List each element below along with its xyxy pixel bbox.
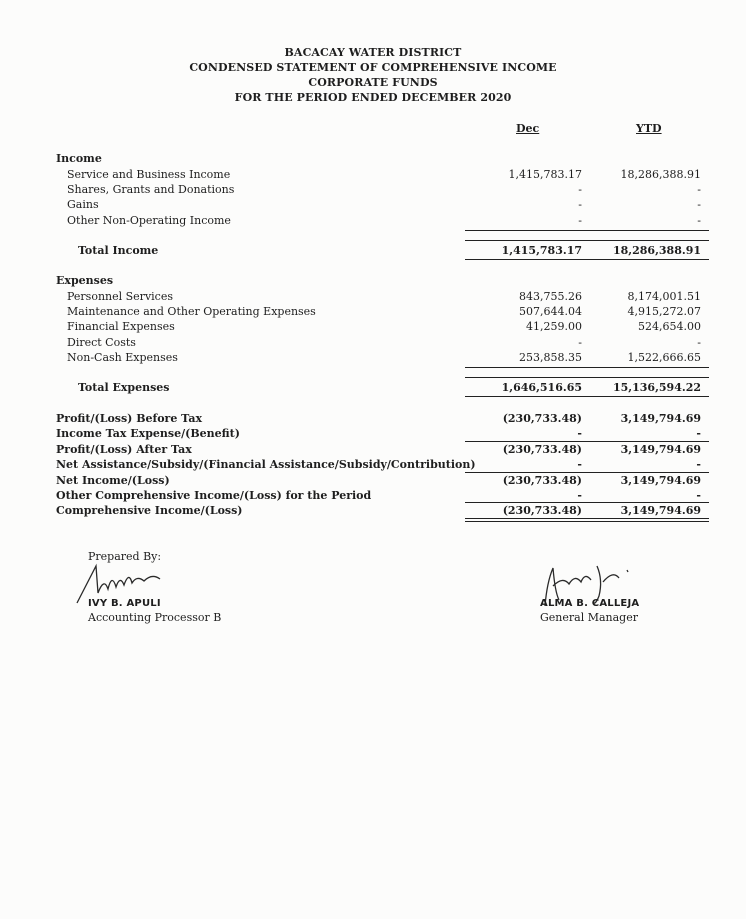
org-name: BACACAY WATER DISTRICT — [284, 46, 462, 59]
table-row — [0, 442, 746, 457]
dec-value: - — [577, 458, 582, 471]
dec-value: - — [578, 214, 582, 227]
row-label: Shares, Grants and Donations — [67, 183, 235, 196]
double-rule-top — [465, 518, 709, 519]
row-label: Maintenance and Other Operating Expenses — [67, 305, 316, 318]
dec-value: - — [577, 427, 582, 440]
column-header-ytd: YTD — [636, 122, 662, 135]
prepared-by-label: Prepared By: — [88, 550, 162, 563]
table-row — [0, 319, 746, 334]
expenses-heading: Expenses — [56, 274, 114, 287]
ytd-value: 8,174,001.51 — [627, 290, 701, 303]
total-expenses-ytd: 15,136,594.22 — [612, 381, 701, 394]
dec-value: - — [577, 489, 582, 502]
approver-name: ALMA B. CALLEJA — [540, 598, 640, 609]
table-row — [0, 335, 746, 350]
total-expenses-row — [0, 380, 746, 395]
table-row — [0, 503, 746, 518]
expenses-heading-row — [0, 273, 746, 288]
table-row — [0, 473, 746, 488]
fund-name: CORPORATE FUNDS — [308, 76, 438, 89]
row-label: Profit/(Loss) After Tax — [56, 443, 192, 456]
double-rule-bottom — [465, 521, 709, 522]
table-row — [0, 457, 746, 472]
ytd-value: - — [696, 458, 701, 471]
statement-title: CONDENSED STATEMENT OF COMPREHENSIVE INCOME — [189, 61, 557, 74]
dec-value: - — [578, 198, 582, 211]
table-row — [0, 426, 746, 441]
total-income-dec: 1,415,783.17 — [501, 244, 582, 257]
row-label: Net Income/(Loss) — [56, 474, 170, 487]
ytd-value: - — [696, 489, 701, 502]
total-expenses-dec: 1,646,516.65 — [501, 381, 582, 394]
total-income-label: Total Income — [78, 244, 159, 257]
dec-value: (230,733.48) — [502, 443, 582, 456]
ytd-value: 524,654.00 — [638, 320, 701, 333]
ytd-value: 4,915,272.07 — [627, 305, 701, 318]
ytd-value: - — [697, 183, 701, 196]
row-label: Gains — [67, 198, 99, 211]
ytd-value: - — [697, 214, 701, 227]
total-expenses-label: Total Expenses — [78, 381, 170, 394]
approver-name-block — [540, 597, 639, 625]
row-label: Profit/(Loss) Before Tax — [56, 412, 203, 425]
table-row — [0, 197, 746, 212]
dec-value: (230,733.48) — [502, 474, 582, 487]
ytd-value: 3,149,794.69 — [620, 474, 701, 487]
column-header-dec: Dec — [516, 122, 540, 135]
total-income-ytd: 18,286,388.91 — [612, 244, 701, 257]
approver-title: General Manager — [540, 611, 638, 624]
ytd-value: - — [697, 336, 701, 349]
income-heading: Income — [56, 152, 102, 165]
table-row — [0, 304, 746, 319]
dec-value: 1,415,783.17 — [508, 168, 582, 181]
dec-value: - — [578, 336, 582, 349]
dec-value: - — [578, 183, 582, 196]
row-label: Other Non-Operating Income — [67, 214, 231, 227]
row-label: Net Assistance/Subsidy/(Financial Assistance/Subsidy/Contribution) — [56, 458, 476, 471]
table-row — [0, 350, 746, 365]
subtotal-rule — [465, 230, 709, 231]
table-row — [0, 167, 746, 182]
preparer-name-block — [88, 597, 221, 625]
statement-header — [0, 45, 746, 105]
total-top-rule — [465, 377, 709, 378]
dec-value: 507,644.04 — [519, 305, 582, 318]
ytd-value: 1,522,666.65 — [627, 351, 701, 364]
table-row — [0, 213, 746, 228]
row-label: Service and Business Income — [67, 168, 231, 181]
ytd-value: - — [696, 427, 701, 440]
dec-value: (230,733.48) — [502, 504, 582, 517]
table-row — [0, 488, 746, 503]
table-row — [0, 411, 746, 426]
dec-value: 843,755.26 — [519, 290, 582, 303]
preparer-name: IVY B. APULI — [88, 598, 161, 609]
row-label: Direct Costs — [67, 336, 136, 349]
row-label: Non-Cash Expenses — [67, 351, 178, 364]
dec-value: 253,858.35 — [519, 351, 582, 364]
ytd-value: - — [697, 198, 701, 211]
dec-value: 41,259.00 — [526, 320, 582, 333]
ytd-value: 3,149,794.69 — [620, 412, 701, 425]
ytd-value: 3,149,794.69 — [620, 443, 701, 456]
total-bottom-rule — [465, 396, 709, 397]
total-bottom-rule — [465, 259, 709, 260]
subtotal-rule — [465, 367, 709, 368]
row-label: Financial Expenses — [67, 320, 175, 333]
row-label: Personnel Services — [67, 290, 173, 303]
period-label: FOR THE PERIOD ENDED DECEMBER 2020 — [234, 91, 512, 104]
total-income-row — [0, 243, 746, 258]
row-label: Comprehensive Income/(Loss) — [56, 504, 243, 517]
dec-value: (230,733.48) — [502, 412, 582, 425]
income-heading-row — [0, 151, 746, 166]
ytd-value: 18,286,388.91 — [620, 168, 701, 181]
row-label: Other Comprehensive Income/(Loss) for the Period — [56, 489, 372, 502]
table-row — [0, 289, 746, 304]
ytd-value: 3,149,794.69 — [620, 504, 701, 517]
preparer-title: Accounting Processor B — [88, 611, 222, 624]
row-label: Income Tax Expense/(Benefit) — [56, 427, 240, 440]
table-row — [0, 182, 746, 197]
total-top-rule — [465, 240, 709, 241]
